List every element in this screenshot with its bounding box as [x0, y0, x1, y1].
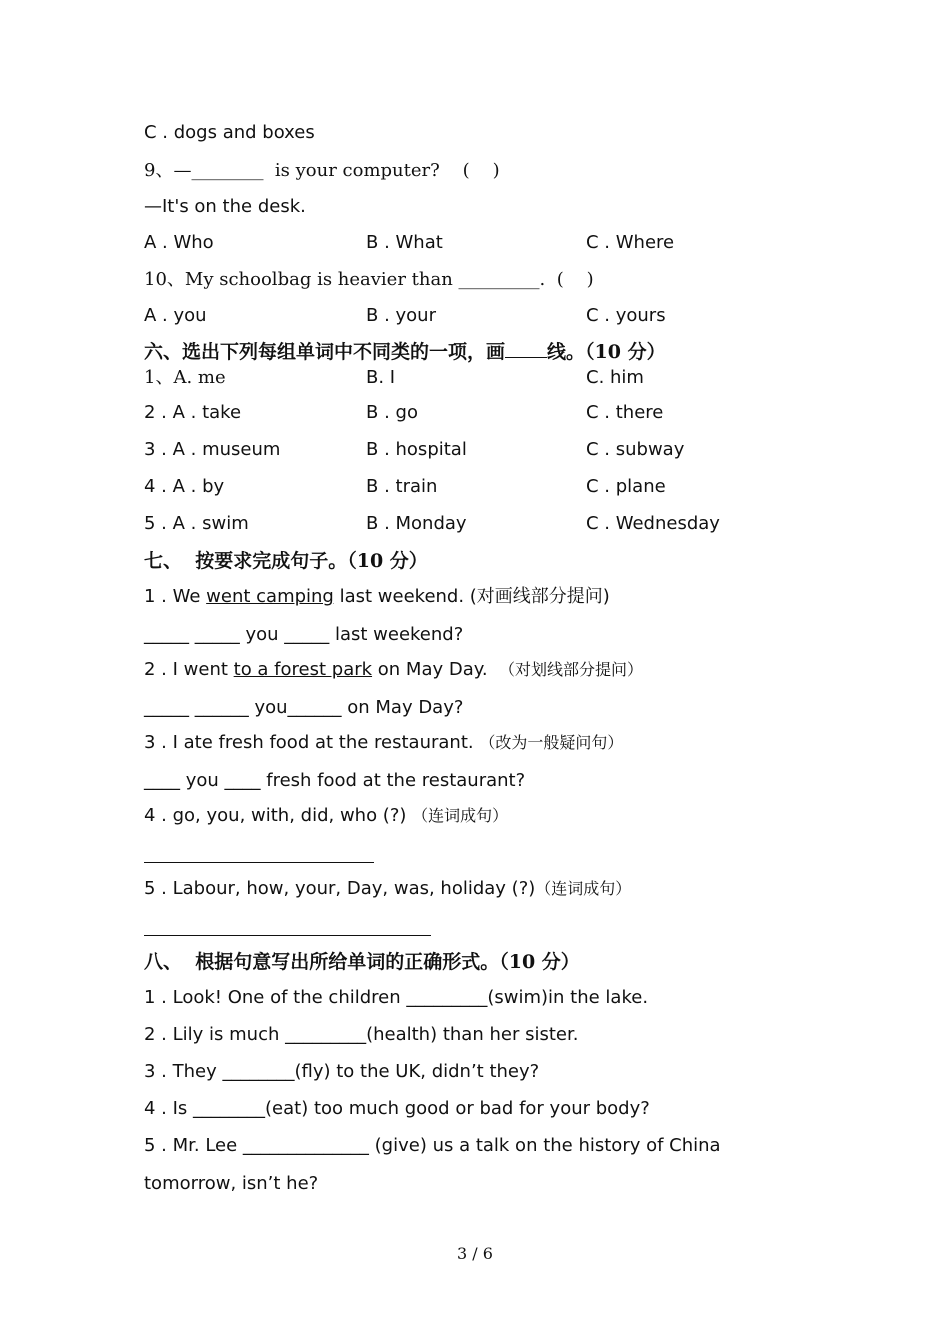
page-number: 3 / 6 [457, 1244, 493, 1263]
s7-item4: 4 . go, you, with, did, who (?) （连词成句） [144, 805, 509, 826]
q9-option-a: A . Who [144, 232, 214, 253]
s6-row1-c: C. him [586, 367, 644, 388]
s7-item1-answer: _____ _____ you _____ last weekend? [144, 624, 464, 645]
q10-option-c: C . yours [586, 305, 666, 326]
q9-stem: 9、—________ is your computer? ( ) [144, 160, 500, 181]
q9-answer: —It's on the desk. [144, 196, 306, 217]
q10-stem: 10、My schoolbag is heavier than _________. ( ) [144, 269, 594, 290]
s8-item1: 1 . Look! One of the children _________(swim)in the lake. [144, 987, 649, 1008]
s7-item2-answer: _____ ______ you______ on May Day? [144, 697, 464, 718]
s8-item5-cont: tomorrow, isn’t he? [144, 1173, 319, 1194]
s7-item3-answer: ____ you ____ fresh food at the restaurant? [144, 770, 526, 791]
s6-row2-b: B . go [366, 402, 418, 423]
section8-heading: 八、 根据句意写出所给单词的正确形式。（10 分） [144, 951, 580, 973]
s7-item4-answer-line [144, 862, 374, 863]
s6-row2-c: C . there [586, 402, 664, 423]
s7-item1: 1 . We went camping last weekend. (对画线部分提问) [144, 586, 610, 607]
s8-item2: 2 . Lily is much _________(health) than her sister. [144, 1024, 579, 1045]
q10-option-b: B . your [366, 305, 436, 326]
s6-row1-b: B. I [366, 367, 396, 388]
q9-option-c: C . Where [586, 232, 675, 253]
s8-item5: 5 . Mr. Lee ______________ (give) us a talk on the history of China [144, 1135, 721, 1156]
section6-heading: 六、选出下列每组单词中不同类的一项，画 线。（10 分） [144, 341, 666, 363]
s6-row5-a: 5 . A . swim [144, 513, 249, 534]
s8-item3: 3 . They ________(fly) to the UK, didn’t they? [144, 1061, 540, 1082]
s6-row3-a: 3 . A . museum [144, 439, 281, 460]
s6-row4-b: B . train [366, 476, 438, 497]
q9-option-b: B . What [366, 232, 443, 253]
s7-item5: 5 . Labour, how, your, Day, was, holiday (?)（连词成句） [144, 878, 632, 899]
section7-heading: 七、 按要求完成句子。（10 分） [144, 550, 428, 572]
s7-item2: 2 . I went to a forest park on May Day. （对划线部分提问） [144, 659, 644, 680]
s7-item3: 3 . I ate fresh food at the restaurant. （改为一般疑问句） [144, 732, 624, 753]
s6-row5-b: B . Monday [366, 513, 467, 534]
s6-row4-a: 4 . A . by [144, 476, 225, 497]
s6-row4-c: C . plane [586, 476, 666, 497]
s6-row3-b: B . hospital [366, 439, 467, 460]
s6-row3-c: C . subway [586, 439, 685, 460]
q8-option-c: C . dogs and boxes [144, 122, 315, 143]
s7-item5-answer-line [144, 935, 431, 936]
s6-row1-a: 1、A. me [144, 367, 226, 388]
s6-row5-c: C . Wednesday [586, 513, 720, 534]
s6-row2-a: 2 . A . take [144, 402, 242, 423]
q10-option-a: A . you [144, 305, 207, 326]
s8-item4: 4 . Is ________(eat) too much good or bad for your body? [144, 1098, 650, 1119]
